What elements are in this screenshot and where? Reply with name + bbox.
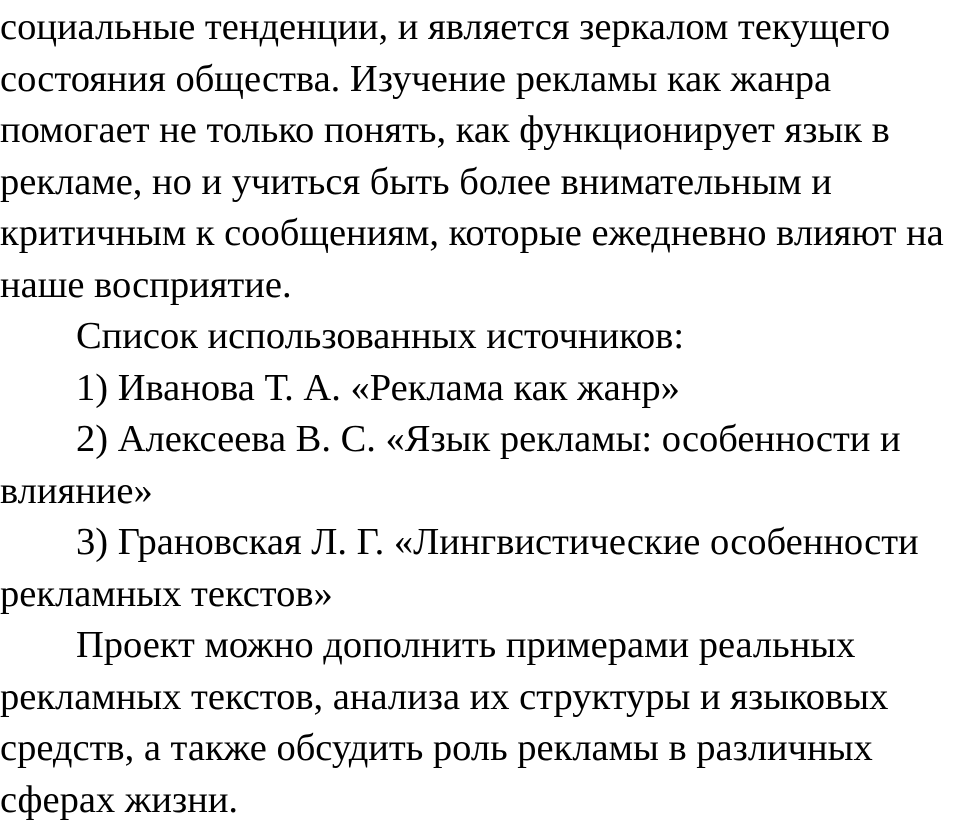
source-item xyxy=(0,517,960,620)
text-line: помогает не только понять, как функционирует язык в xyxy=(0,105,960,157)
sources-heading-text: Список использованных источников: xyxy=(0,311,960,363)
note-paragraph xyxy=(0,620,960,826)
text-line: средств, а также обсудить роль рекламы в различных xyxy=(0,723,960,775)
conclusion-paragraph xyxy=(0,2,960,311)
text-line: сферах жизни. xyxy=(0,775,960,826)
source-item-text: 3) Грановская Л. Г. «Лингвистические особенности xyxy=(0,517,960,569)
text-line: рекламных текстов, анализа их структуры и языковых xyxy=(0,672,960,724)
source-item-continuation: рекламных текстов» xyxy=(0,569,960,621)
source-item xyxy=(0,363,960,415)
source-item-continuation: влияние» xyxy=(0,466,960,518)
text-line: Проект можно дополнить примерами реальных xyxy=(0,620,960,672)
text-line: рекламе, но и учиться быть более внимательным и xyxy=(0,157,960,209)
text-line: социальные тенденции, и является зеркалом текущего xyxy=(0,2,960,54)
text-line: критичным к сообщениям, которые ежедневно влияют на xyxy=(0,208,960,260)
text-line: состояния общества. Изучение рекламы как жанра xyxy=(0,54,960,106)
source-item-text: 1) Иванова Т. А. «Реклама как жанр» xyxy=(0,363,960,415)
document-page xyxy=(0,2,960,826)
source-item-text: 2) Алексеева В. С. «Язык рекламы: особенности и xyxy=(0,414,960,466)
text-line: наше восприятие. xyxy=(0,260,960,312)
sources-heading xyxy=(0,311,960,363)
source-item xyxy=(0,414,960,517)
sources-list xyxy=(0,363,960,621)
